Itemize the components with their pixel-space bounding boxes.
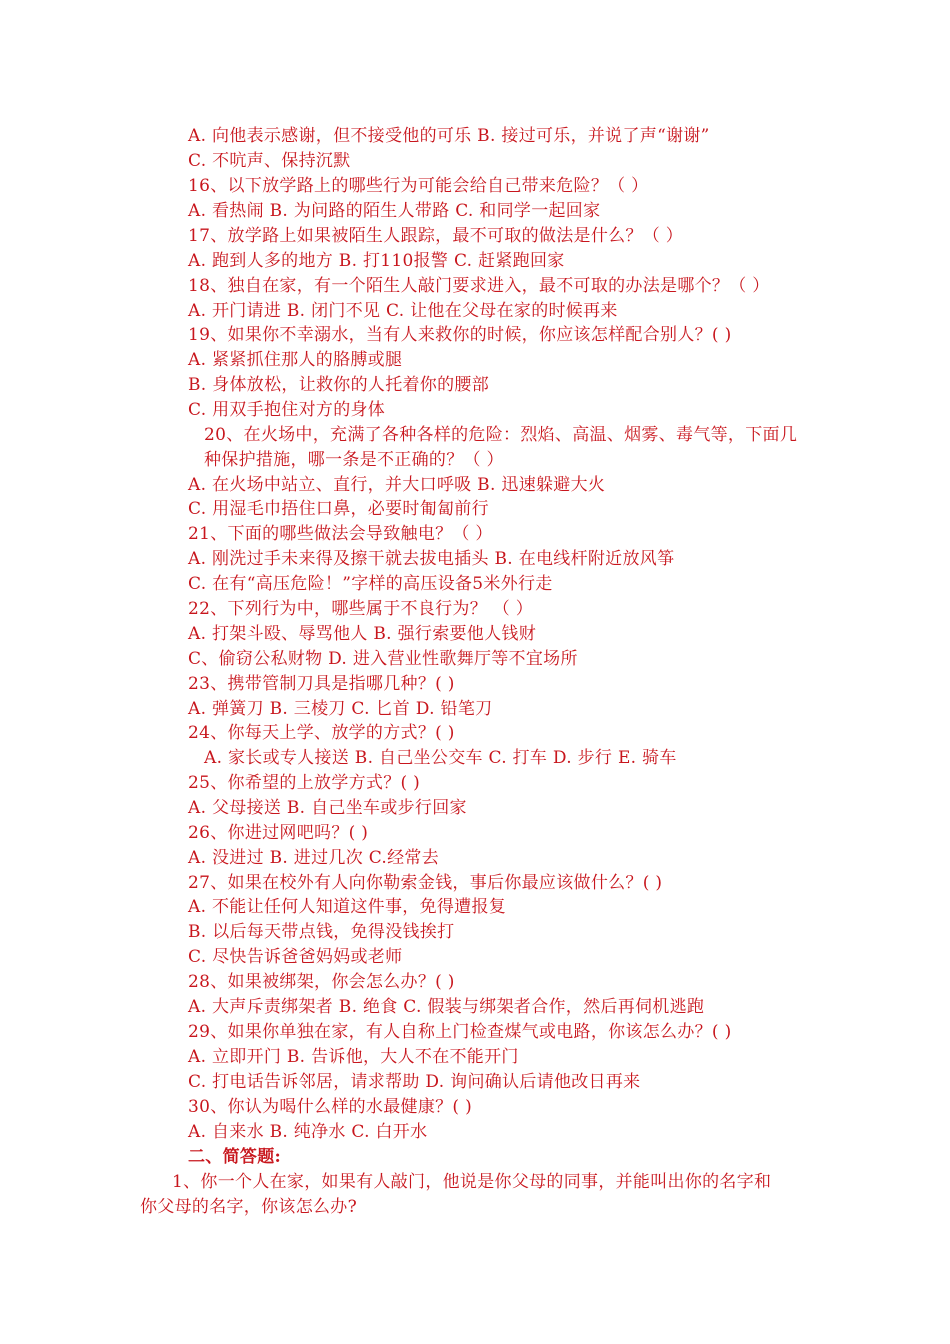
q30-question: 30、你认为喝什么样的水最健康？( ) [188,1097,472,1117]
q16-question: 16、以下放学路上的哪些行为可能会给自己带来危险？（ ） [188,176,649,196]
q15-options-ab: A. 向他表示感谢，但不接受他的可乐 B. 接过可乐，并说了声“谢谢” [188,126,710,146]
q17-question: 17、放学路上如果被陌生人跟踪，最不可取的做法是什么？（ ） [188,226,684,246]
q19-option-c: C. 用双手抱住对方的身体 [188,400,386,420]
q27-option-b: B. 以后每天带点钱，免得没钱挨打 [188,922,455,942]
q29-question: 29、如果你单独在家，有人自称上门检查煤气或电路，你该怎么办？( ) [188,1022,732,1042]
q25-options: A. 父母接送 B. 自己坐车或步行回家 [188,798,467,818]
q23-question: 23、携带管制刀具是指哪几种？( ) [188,674,455,694]
q24-question: 24、你每天上学、放学的方式？( ) [188,723,455,743]
q18-options: A. 开门请进 B. 闭门不见 C. 让他在父母在家的时候再来 [188,301,618,321]
short-answer-q1-line1: 1、你一个人在家，如果有人敲门，他说是你父母的同事，并能叫出你的名字和 [172,1172,772,1192]
short-answer-q1-line2: 你父母的名字，你该怎么办? [140,1197,358,1217]
q28-options: A. 大声斥责绑架者 B. 绝食 C. 假装与绑架者合作，然后再伺机逃跑 [188,997,705,1017]
q24-options: A. 家长或专人接送 B. 自己坐公交车 C. 打车 D. 步行 E. 骑车 [204,748,677,768]
q29-options-ab: A. 立即开门 B. 告诉他，大人不在不能开门 [188,1047,519,1067]
q20-options-ab: A. 在火场中站立、直行，并大口呼吸 B. 迅速躲避大火 [188,475,606,495]
q19-question: 19、如果你不幸溺水，当有人来救你的时候，你应该怎样配合别人？( ) [188,325,732,345]
q25-question: 25、你希望的上放学方式？( ) [188,773,421,793]
q19-option-a: A. 紧紧抓住那人的胳膊或腿 [188,350,403,370]
q15-option-c: C. 不吭声、保持沉默 [188,151,351,171]
q17-options: A. 跑到人多的地方 B. 打110报警 C. 赶紧跑回家 [188,251,565,271]
q23-options: A. 弹簧刀 B. 三棱刀 C. 匕首 D. 铅笔刀 [188,699,493,719]
q26-options: A. 没进过 B. 进过几次 C.经常去 [188,848,439,868]
q21-question: 21、下面的哪些做法会导致触电？（ ） [188,524,493,544]
q22-options-cd: C、偷窃公私财物 D. 进入营业性歌舞厅等不宜场所 [188,649,578,669]
q26-question: 26、你进过网吧吗？( ) [188,823,369,843]
q22-options-ab: A. 打架斗殴、辱骂他人 B. 强行索要他人钱财 [188,624,536,644]
q19-option-b: B. 身体放松，让救你的人托着你的腰部 [188,375,489,395]
q30-options: A. 自来水 B. 纯净水 C. 白开水 [188,1122,428,1142]
q22-question: 22、下列行为中，哪些属于不良行为？ （ ） [188,599,534,619]
q20-option-c: C. 用湿毛巾捂住口鼻，必要时匍匐前行 [188,499,489,519]
q28-question: 28、如果被绑架，你会怎么办？( ) [188,972,455,992]
q27-option-a: A. 不能让任何人知道这件事，免得遭报复 [188,897,507,917]
q27-option-c: C. 尽快告诉爸爸妈妈或老师 [188,947,403,967]
q16-options: A. 看热闹 B. 为问路的陌生人带路 C. 和同学一起回家 [188,201,601,221]
q21-options-ab: A. 刚洗过手未来得及擦干就去拔电插头 B. 在电线杆附近放风筝 [188,549,675,569]
q20-question-line2: 种保护措施，哪一条是不正确的？（ ） [204,450,504,470]
q21-option-c: C. 在有“高压危险！”字样的高压设备5米外行走 [188,574,553,594]
q27-question: 27、如果在校外有人向你勒索金钱，事后你最应该做什么？( ) [188,873,663,893]
q29-options-cd: C. 打电话告诉邻居，请求帮助 D. 询问确认后请他改日再来 [188,1072,641,1092]
q18-question: 18、独自在家，有一个陌生人敲门要求进入，最不可取的办法是哪个？（ ） [188,276,770,296]
q20-question-line1: 20、在火场中，充满了各种各样的危险：烈焰、高温、烟雾、毒气等，下面几 [204,425,798,445]
section-heading: 二、简答题: [188,1147,282,1167]
